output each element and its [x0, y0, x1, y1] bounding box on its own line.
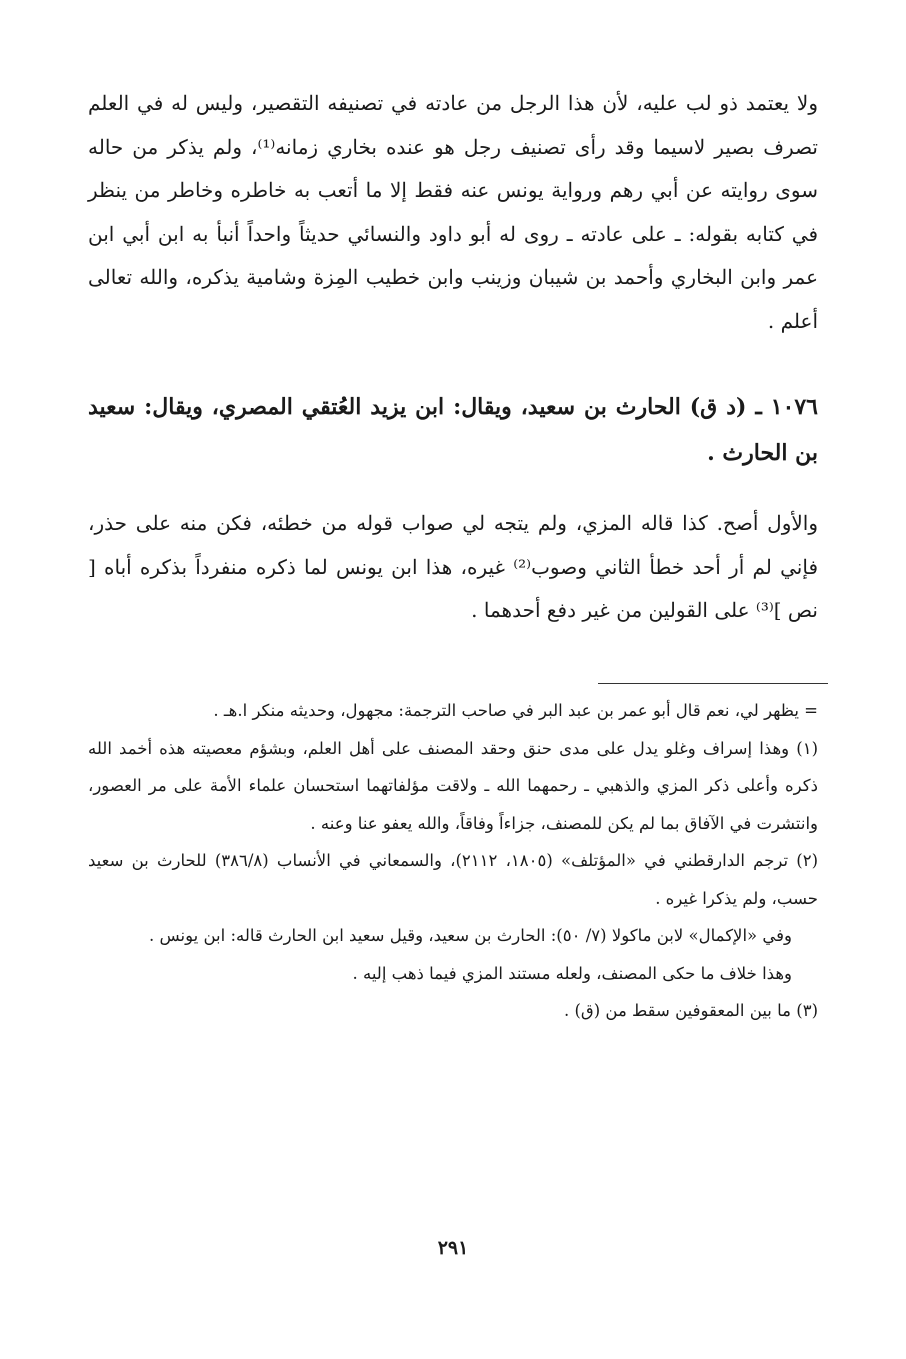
footnote-separator [598, 683, 828, 684]
footnote-3: (٣) ما بين المعقوفين سقط من (ق) . [563, 1001, 818, 1020]
footnote-2: (٢) ترجم الدارقطني في «المؤتلف» (١٨٠٥، ٢١١٢)، والسمعاني في الأنساب (٣٨٦/٨) للحارث بن سعيد حسب، ولم يذكرا غيره . [88, 851, 818, 908]
footnote-1: (١) وهذا إسراف وغلو يدل على مدى حنق وحقد المصنف على أهل العلم، وبشؤم معصيته هذه أخمد الله ذكره وأعلى ذكر المزي والذهبي ـ رحمهما الله ـ ولاقت مؤلفاتهما استحسان علماء الأمة على مر العصور، وانتشرت في الآفاق بما لم يكن للمصنف، جزاءاً وفاقاً، والله يعفو عنا وعنه . [88, 738, 818, 833]
footnote-2-note: وهذا خلاف ما حكى المصنف، ولعله مستند المزي فيما ذهب إليه . [352, 963, 792, 983]
footnote-continuation: = يظهر لي، نعم قال أبو عمر بن عبد البر في صاحب الترجمة: مجهول، وحديثه منكر ا.هـ . [213, 701, 818, 720]
entry-heading: ١٠٧٦ ـ (د ق) الحارث بن سعيد، ويقال: ابن يزيد العُتقي المصري، ويقال: سعيد بن الحارث . [88, 394, 818, 466]
main-paragraph-1: ولا يعتمد ذو لب عليه، لأن هذا الرجل من عادته في تصنيفه التقصير، وليس له في العلم تصرف بصير لاسيما وقد رأى تصنيف رجل هو عنده بخاري زمانه⁽¹⁾، ولم يذكر من حاله سوى روايته عن أبي رهم ورواية يونس عنه فقط إلا ما أتعب به خاطره وخاطر من ينظر في كتابه بقوله: ـ على عادته ـ روى له أبو داود والنسائي حديثاً واحداً أنبأ به ابن أبي ابن عمر وابن البخاري وأحمد بن شيبان وزينب وابن خطيب المِزة وشامية يذكره، والله تعالى أعلم . [88, 91, 818, 333]
footnotes-section [88, 692, 818, 1030]
footnote-2-continuation: وفي «الإكمال» لابن ماكولا (٧/ ٥٠): الحارث بن سعيد، وقيل سعيد ابن الحارث قاله: ابن يونس . [148, 926, 792, 945]
main-paragraph-2: والأول أصح. كذا قاله المزي، ولم يتجه لي صواب قوله من خطئه، فكن منه على حذر، فإني لم أر أحد خطأ الثاني وصوب⁽²⁾ غيره، هذا ابن يونس لما ذكره منفرداً بذكره أباه [ نص ]⁽³⁾ على القولين من غير دفع أحدهما . [88, 511, 819, 622]
page-number: ٢٩١ [437, 1237, 469, 1259]
